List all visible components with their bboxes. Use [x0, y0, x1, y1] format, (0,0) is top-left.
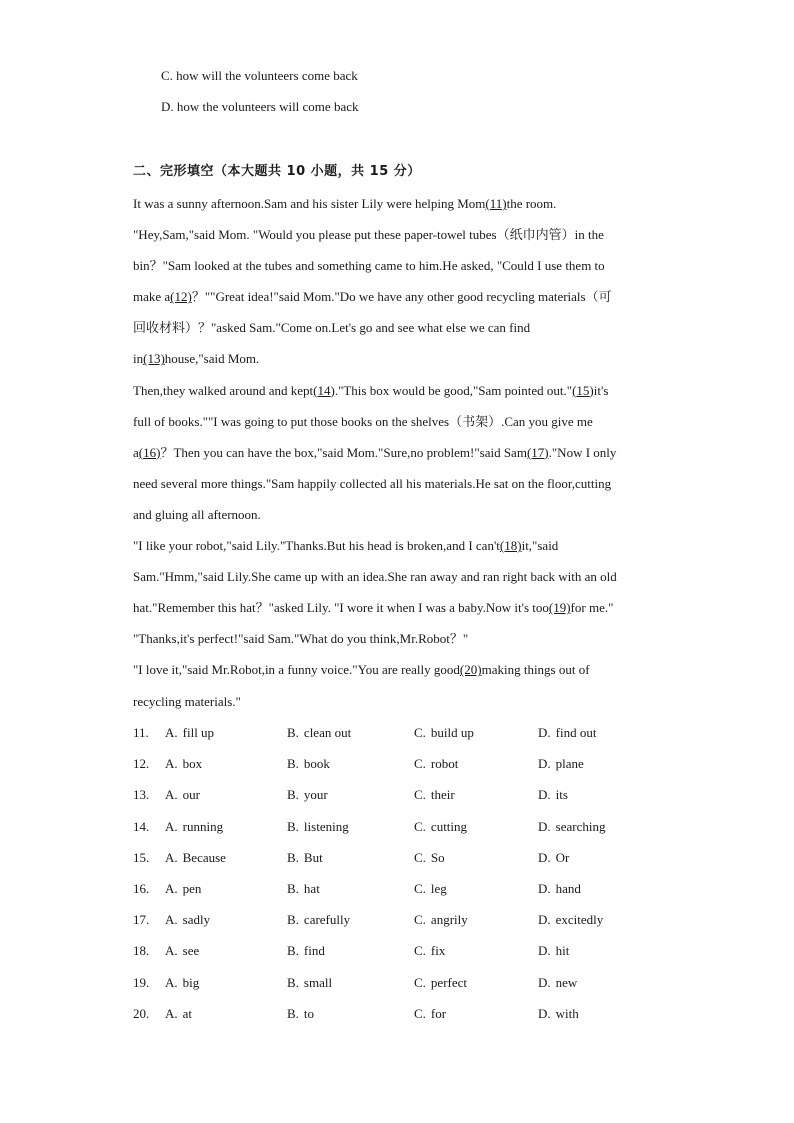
answer-option[interactable]	[538, 849, 569, 867]
option-text: big	[182, 974, 200, 990]
option-letter: A.	[165, 818, 178, 834]
answer-option[interactable]	[287, 974, 332, 992]
option-letter: A.	[165, 787, 178, 803]
answer-option[interactable]	[165, 974, 199, 992]
answer-option[interactable]	[165, 724, 214, 742]
question-number: 15.	[133, 849, 150, 865]
answer-option[interactable]	[538, 911, 603, 929]
passage-text: making things out of	[481, 662, 590, 678]
blank-number: (18)	[499, 538, 522, 554]
option-text: with	[555, 1005, 579, 1021]
answer-option[interactable]	[287, 849, 323, 867]
answer-option[interactable]	[538, 724, 596, 742]
answer-option[interactable]	[414, 942, 445, 960]
passage-text: in	[133, 351, 144, 367]
option-text: their	[430, 787, 455, 803]
passage-line	[133, 437, 661, 468]
question-number: 13.	[133, 787, 150, 803]
option-text: new	[555, 974, 578, 990]
option-letter: D.	[538, 943, 551, 959]
option-letter: A.	[165, 849, 178, 865]
passage-text: hat."Remember this hat？"asked Lily. "I wore it when I was a baby.Now it's too	[133, 600, 549, 616]
blank-number: (16)	[138, 444, 161, 460]
option-text: searching	[555, 818, 606, 834]
answer-option[interactable]	[538, 880, 581, 898]
section-title: 二、完形填空（本大题共 10 小题，共 15 分）	[133, 164, 421, 179]
question-number: 12.	[133, 756, 150, 772]
option-text: clean out	[303, 725, 352, 740]
passage-text: house,"said Mom.	[164, 351, 260, 367]
option-letter: B.	[287, 1005, 299, 1021]
answer-option[interactable]	[414, 849, 445, 867]
option-text: hit	[555, 943, 570, 959]
option-letter: B.	[287, 881, 299, 896]
answer-option[interactable]	[414, 974, 467, 992]
passage-line	[133, 188, 661, 219]
answer-option[interactable]	[165, 911, 210, 929]
option-letter: C.	[414, 849, 426, 865]
passage-line	[133, 281, 661, 312]
option-text: cutting	[430, 818, 468, 834]
option-letter: C.	[414, 725, 426, 740]
passage-text: need several more things."Sam happily collected all his materials.He sat on the floor,cutting	[133, 475, 612, 491]
option-text: Or	[555, 849, 570, 865]
passage-line	[133, 623, 661, 654]
passage-line	[133, 219, 661, 250]
passage-text: Sam."Hmm,"said Lily.She came up with an idea.She ran away and ran right back with an old	[133, 569, 617, 585]
answer-option[interactable]	[414, 818, 467, 836]
question-number: 19.	[133, 974, 150, 990]
option-letter: D.	[538, 881, 551, 896]
option-text: at	[182, 1005, 193, 1021]
question-number: 11.	[133, 725, 149, 740]
option-letter: D.	[538, 974, 551, 990]
option-text: find	[303, 943, 325, 959]
passage-text: full of books.""I was going to put those books on the shelves（书架）.Can you give me	[133, 413, 593, 429]
answer-option[interactable]	[414, 880, 447, 898]
passage-line	[133, 499, 661, 530]
answer-option[interactable]	[414, 911, 468, 929]
question-row	[133, 974, 673, 992]
option-letter: D.	[538, 787, 551, 803]
blank-number: (20)	[459, 662, 482, 678]
question-row	[133, 942, 673, 960]
option-text: box	[182, 756, 203, 772]
answer-option[interactable]	[538, 755, 584, 773]
passage-text: ."This box would be good,"Sam pointed out."	[334, 382, 573, 398]
option-text: its	[555, 787, 568, 803]
option-letter: D.	[538, 818, 551, 834]
option-letter: C.	[414, 756, 426, 772]
passage-text: ？""Great idea!"said Mom."Do we have any other good recycling materials（可	[191, 289, 612, 305]
option-text: how the volunteers will come back	[176, 99, 359, 114]
passage-line	[133, 312, 661, 343]
blank-number: (11)	[485, 196, 507, 211]
passage-text: the room.	[506, 196, 557, 211]
option-text: book	[303, 756, 330, 772]
cloze-passage	[133, 188, 661, 717]
answer-option[interactable]	[538, 786, 568, 804]
passage-text: Then,they walked around and kept	[133, 382, 314, 398]
passage-text: make a	[133, 289, 171, 305]
answer-option[interactable]	[538, 974, 577, 992]
question-row	[133, 1005, 673, 1023]
option-letter: B.	[287, 756, 299, 772]
answer-option[interactable]	[165, 818, 223, 836]
passage-text: a	[133, 444, 139, 460]
option-letter: C.	[414, 912, 426, 928]
question-row	[133, 755, 673, 773]
option-text: pen	[182, 881, 202, 896]
option-letter: A.	[165, 756, 178, 772]
option-text: leg	[430, 881, 447, 896]
option-text: how will the volunteers come back	[176, 68, 358, 83]
passage-line	[133, 250, 661, 281]
option-text: hand	[555, 881, 581, 896]
option-text: find out	[555, 725, 597, 740]
option-letter: C.	[161, 68, 173, 83]
option-letter: B.	[287, 974, 299, 990]
option-letter: C.	[414, 787, 426, 803]
option-letter: B.	[287, 849, 299, 865]
passage-line	[133, 530, 661, 561]
answer-option[interactable]	[165, 786, 200, 804]
blank-number: (14)	[313, 382, 335, 398]
option-letter: A.	[165, 974, 178, 990]
passage-text: It was a sunny afternoon.Sam and his sister Lily were helping Mom	[133, 196, 486, 211]
option-text: build up	[430, 725, 474, 740]
passage-line	[133, 561, 661, 592]
option-letter: A.	[165, 725, 178, 740]
answer-option[interactable]	[165, 849, 226, 867]
option-letter: D.	[538, 912, 551, 928]
option-text: sadly	[182, 912, 211, 928]
passage-line	[133, 592, 661, 623]
passage-text: for me."	[570, 600, 614, 616]
passage-text: recycling materials."	[133, 693, 241, 709]
option-letter: B.	[287, 912, 299, 928]
passage-line	[133, 343, 661, 374]
blank-number: (17)	[526, 444, 549, 460]
option-letter: B.	[287, 943, 299, 959]
question-number: 16.	[133, 881, 150, 896]
previous-question-option-d	[161, 98, 358, 116]
answer-option[interactable]	[287, 942, 325, 960]
previous-question-option-c	[161, 67, 358, 85]
option-text: our	[182, 787, 200, 803]
question-number: 20.	[133, 1005, 150, 1021]
passage-text: bin？"Sam looked at the tubes and something came to him.He asked, "Could I use them to	[133, 258, 605, 274]
answer-option[interactable]	[414, 755, 458, 773]
answer-option[interactable]	[287, 786, 328, 804]
answer-option[interactable]	[165, 880, 201, 898]
option-letter: C.	[414, 1005, 426, 1021]
question-number: 18.	[133, 943, 150, 959]
option-letter: D.	[538, 725, 551, 740]
option-letter: A.	[165, 1005, 178, 1021]
option-text: small	[303, 974, 333, 990]
option-text: But	[303, 849, 323, 865]
answer-option[interactable]	[538, 818, 605, 836]
option-text: fill up	[182, 725, 215, 740]
answer-option[interactable]	[414, 1005, 446, 1023]
answer-option[interactable]	[165, 755, 202, 773]
blank-number: (15)	[572, 382, 594, 398]
option-letter: C.	[414, 881, 426, 896]
question-row	[133, 818, 673, 836]
option-letter: D.	[161, 99, 174, 114]
passage-text: it's	[593, 382, 609, 398]
option-letter: D.	[538, 756, 551, 772]
option-letter: C.	[414, 943, 426, 959]
question-row	[133, 786, 673, 804]
option-text: angrily	[430, 912, 468, 928]
passage-text: ？Then you can have the box,"said Mom."Sure,no problem!"said Sam	[160, 444, 527, 460]
question-row	[133, 849, 673, 867]
question-number: 17.	[133, 912, 150, 928]
option-text: plane	[555, 756, 584, 772]
passage-line	[133, 686, 661, 717]
passage-text: "I like your robot,"said Lily."Thanks.But his head is broken,and I can't	[133, 538, 500, 554]
answer-option[interactable]	[287, 724, 351, 742]
option-letter: C.	[414, 974, 426, 990]
answer-option[interactable]	[287, 880, 320, 898]
answer-option[interactable]	[287, 1005, 314, 1023]
answer-option[interactable]	[538, 1005, 579, 1023]
option-text: for	[430, 1005, 447, 1021]
option-letter: A.	[165, 943, 178, 959]
question-row	[133, 880, 673, 898]
option-text: listening	[303, 818, 349, 834]
option-text: fix	[430, 943, 446, 959]
passage-text: it,"said	[521, 538, 559, 554]
passage-text: "I love it,"said Mr.Robot,in a funny voice."You are really good	[133, 662, 460, 678]
answer-option[interactable]	[165, 1005, 192, 1023]
answer-option[interactable]	[165, 942, 199, 960]
answer-option[interactable]	[538, 942, 569, 960]
option-text: So	[430, 849, 445, 865]
option-text: perfect	[430, 974, 468, 990]
option-text: to	[303, 1005, 315, 1021]
option-letter: B.	[287, 787, 299, 803]
option-letter: A.	[165, 912, 178, 928]
answer-option[interactable]	[287, 755, 330, 773]
answer-option[interactable]	[287, 911, 350, 929]
option-letter: D.	[538, 1005, 551, 1021]
option-text: Because	[182, 849, 226, 865]
passage-line	[133, 468, 661, 499]
blank-number: (13)	[143, 351, 165, 367]
passage-text: 回收材料）？"asked Sam."Come on.Let's go and see what else we can find	[133, 320, 531, 336]
answer-option[interactable]	[414, 724, 474, 742]
option-text: your	[303, 787, 328, 803]
passage-text: ."Now I only	[548, 444, 617, 460]
passage-line	[133, 406, 661, 437]
question-number: 14.	[133, 818, 150, 834]
option-text: robot	[430, 756, 459, 772]
option-text: hat	[303, 881, 320, 896]
passage-text: "Thanks,it's perfect!"said Sam."What do you think,Mr.Robot？"	[133, 631, 469, 647]
option-letter: C.	[414, 818, 426, 834]
answer-option[interactable]	[414, 786, 455, 804]
option-text: see	[182, 943, 200, 959]
question-row	[133, 911, 673, 929]
passage-line	[133, 375, 661, 406]
option-letter: B.	[287, 818, 299, 834]
option-text: running	[182, 818, 224, 834]
blank-number: (19)	[548, 600, 571, 616]
answer-option[interactable]	[287, 818, 349, 836]
question-row	[133, 724, 673, 742]
option-letter: D.	[538, 849, 551, 865]
passage-text: and gluing all afternoon.	[133, 506, 261, 522]
passage-text: "Hey,Sam,"said Mom. "Would you please put these paper-towel tubes（纸巾内管）in the	[133, 227, 604, 243]
option-text: carefully	[303, 912, 351, 928]
option-letter: A.	[165, 881, 178, 896]
blank-number: (12)	[170, 289, 192, 305]
passage-line	[133, 654, 661, 685]
option-text: excitedly	[555, 912, 604, 928]
option-letter: B.	[287, 725, 299, 740]
